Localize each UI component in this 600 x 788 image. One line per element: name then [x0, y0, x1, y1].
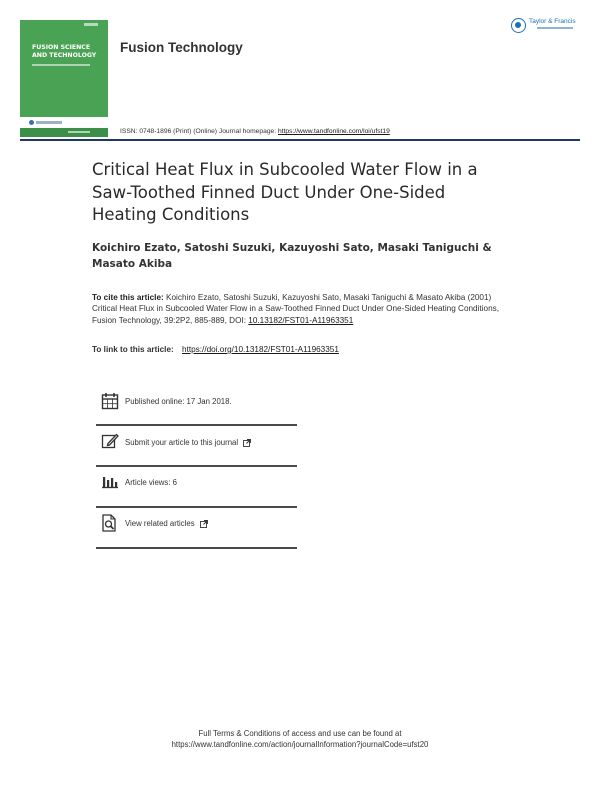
cover-bottom-band [20, 128, 108, 137]
article-views: Article views: 6 [125, 478, 177, 487]
cover-top-strip [20, 20, 108, 30]
info-divider-4 [96, 547, 297, 549]
article-link-line [92, 345, 339, 354]
header-divider [20, 139, 580, 141]
cover-title-line2: AND TECHNOLOGY [32, 51, 97, 59]
external-link-icon [243, 439, 251, 447]
journal-cover [20, 20, 108, 137]
cover-publisher-band [20, 117, 108, 128]
document-search-icon [101, 514, 119, 532]
footer [100, 728, 500, 750]
info-divider-1 [96, 424, 297, 426]
related-articles-link[interactable] [125, 519, 208, 528]
citation-doi-link[interactable]: 10.13182/FST01-A11963351 [248, 315, 354, 325]
citation-label: To cite this article: [92, 293, 164, 302]
published-row [96, 392, 297, 432]
submit-article-label: Submit your article to this journal [125, 438, 239, 447]
publisher-logo-text: Taylor & Francis [529, 18, 576, 25]
info-divider-2 [96, 465, 297, 467]
issn-line [120, 128, 390, 135]
footer-terms-text: Full Terms & Conditions of access and use can be found at [198, 729, 402, 738]
article-title: Critical Heat Flux in Subcooled Water Flow in a Saw-Toothed Finned Duct Under One-Sided Heating Conditions [92, 160, 478, 224]
publisher-logo[interactable] [511, 17, 585, 37]
bar-chart-icon [101, 473, 119, 491]
journal-name[interactable]: Fusion Technology [120, 40, 243, 55]
journal-homepage-link[interactable]: https://www.tandfonline.com/loi/ufst19 [277, 128, 390, 135]
publisher-logo-icon [511, 18, 526, 33]
cover-subtitle-bar [32, 64, 90, 66]
citation-block [92, 292, 507, 326]
external-link-icon [200, 520, 208, 528]
article-doi-link[interactable]: https://doi.org/10.13182/FST01-A11963351 [182, 345, 339, 354]
article-link-label: To link to this article: [92, 345, 174, 354]
cover-title [32, 44, 104, 59]
issn-text: ISSN: 0748-1896 (Print) (Online) Journal homepage: [120, 128, 277, 135]
citation-text: Koichiro Ezato, Satoshi Suzuki, Kazuyoshi Sato, Masaki Taniguchi & Masato Akiba (2001) Critical Heat Flux in Subcooled Water Flow in a Saw-Toothed Finned Duct Under One-Sided Heating Conditions, Fusion Technology, 39:2P2, 885-889, DOI: [92, 293, 499, 325]
related-articles-label: View related articles [125, 519, 195, 528]
published-date: Published online: 17 Jan 2018. [125, 397, 232, 406]
calendar-icon [101, 392, 119, 410]
info-divider-3 [96, 506, 297, 508]
cover-title-line1: FUSION SCIENCE [32, 44, 91, 51]
article-authors: Koichiro Ezato, Satoshi Suzuki, Kazuyoshi Sato, Masaki Taniguchi & Masato Akiba [92, 242, 492, 270]
submit-article-link[interactable] [125, 438, 251, 447]
footer-terms-link[interactable]: https://www.tandfonline.com/action/journalInformation?journalCode=ufst20 [171, 740, 429, 749]
edit-icon [101, 432, 119, 450]
